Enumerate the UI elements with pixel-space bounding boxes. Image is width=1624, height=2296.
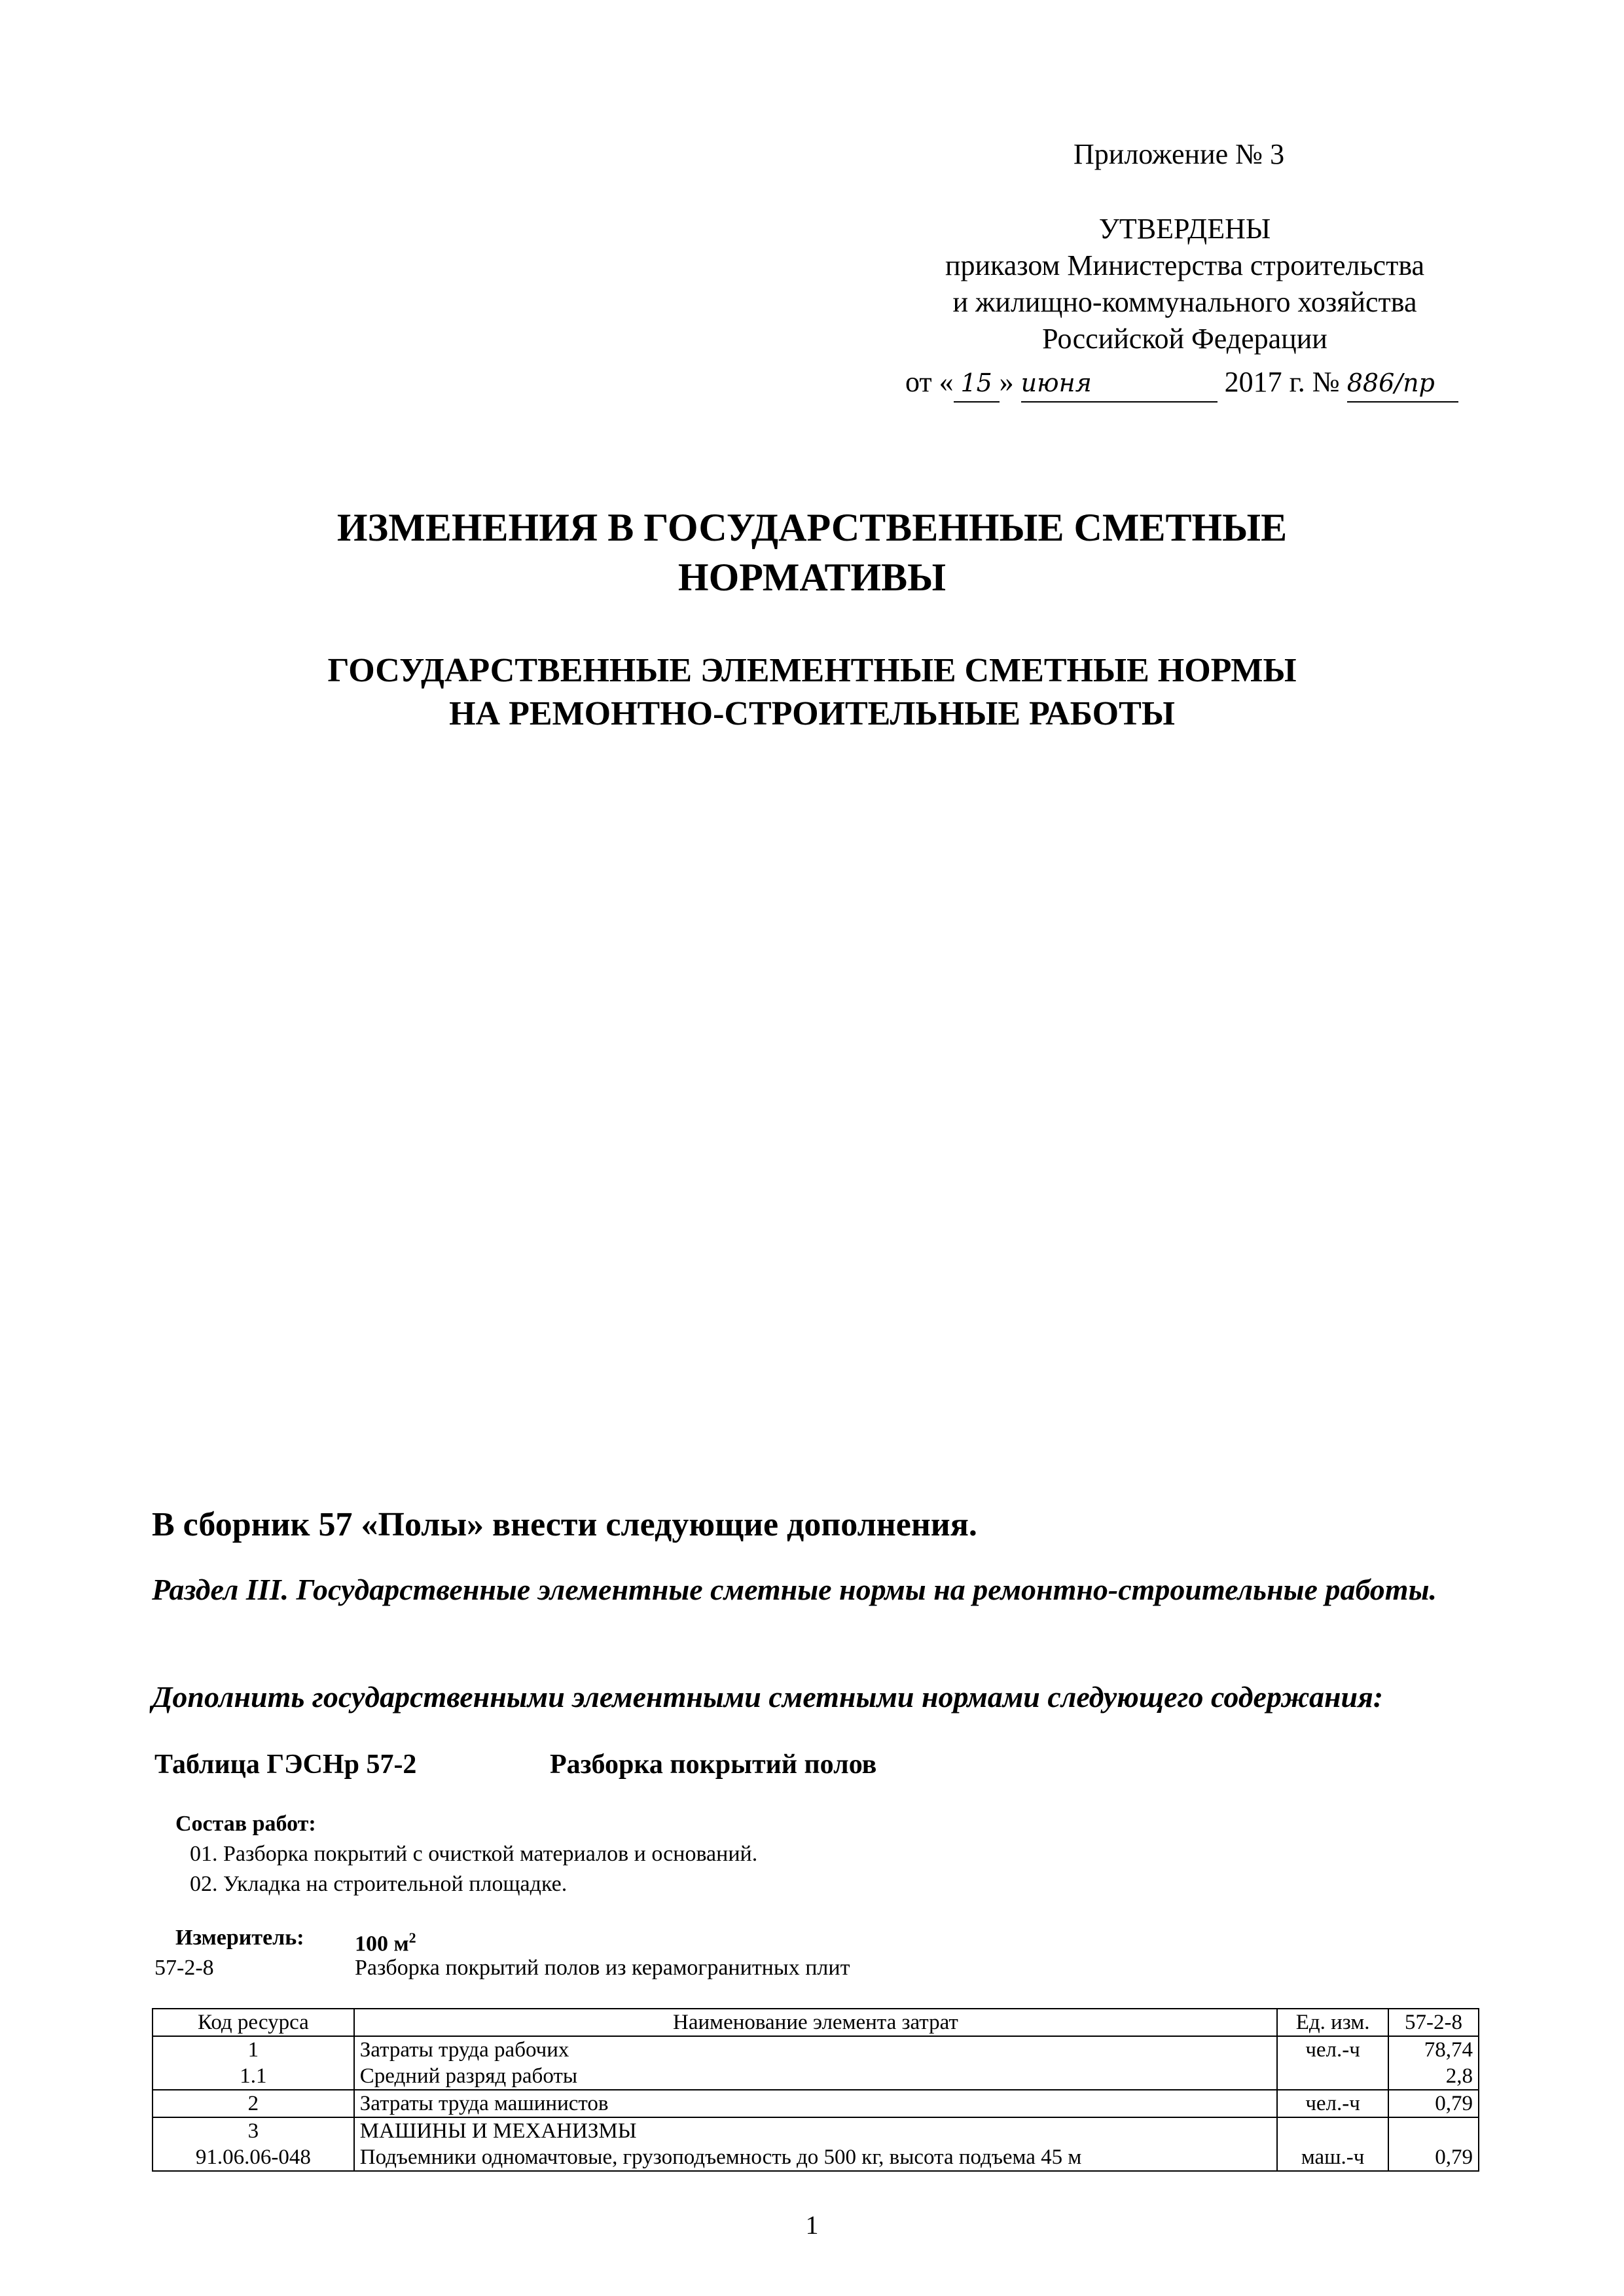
subtitle-line-2: НА РЕМОНТНО-СТРОИТЕЛЬНЫЕ РАБОТЫ xyxy=(449,695,1175,732)
cell-code: 2 xyxy=(153,2090,354,2117)
cell-value: 2,8 xyxy=(1388,2063,1479,2090)
cell-unit: чел.-ч xyxy=(1277,2090,1388,2117)
approval-line-3: Российской Федерации xyxy=(1042,323,1327,355)
table-header-row xyxy=(153,2009,1479,2036)
cell-name: Затраты труда рабочих xyxy=(354,2036,1277,2063)
table-row xyxy=(153,2090,1479,2117)
approval-date xyxy=(905,364,1458,403)
meter-value-text: 100 м xyxy=(355,1931,409,1956)
cell-name: МАШИНЫ И МЕХАНИЗМЫ xyxy=(354,2117,1277,2144)
cell-unit xyxy=(1277,2117,1388,2144)
cell-code: 3 xyxy=(153,2117,354,2144)
header-code: Код ресурса xyxy=(153,2009,354,2036)
cell-name: Средний разряд работы xyxy=(354,2063,1277,2090)
cell-unit: маш.-ч xyxy=(1277,2144,1388,2171)
norm-code: 57-2-8 xyxy=(154,1956,214,1980)
cell-name: Затраты труда машинистов xyxy=(354,2090,1277,2117)
section-heading: Раздел III. Государственные элементные сметные нормы на ремонтно-строительные работы. xyxy=(152,1573,1437,1606)
work-item-1: 01. Разборка покрытий с очисткой материалов и оснований. xyxy=(190,1842,758,1866)
collection-note: В сборник 57 «Полы» внести следующие дополнения. xyxy=(152,1506,977,1543)
cell-value: 78,74 xyxy=(1388,2036,1479,2063)
subtitle-line-1: ГОСУДАРСТВЕННЫЕ ЭЛЕМЕНТНЫЕ СМЕТНЫЕ НОРМЫ xyxy=(327,652,1297,689)
cell-value: 0,79 xyxy=(1388,2090,1479,2117)
norm-name: Разборка покрытий полов из керамогранитных плит xyxy=(355,1956,850,1980)
cell-value xyxy=(1388,2117,1479,2144)
date-month-handwritten: июня xyxy=(1021,365,1218,403)
main-title xyxy=(0,503,1624,602)
work-item-2: 02. Укладка на строительной площадке. xyxy=(190,1872,568,1896)
cell-name: Подъемники одномачтовые, грузоподъемность до 500 кг, высота подъема 45 м xyxy=(354,2144,1277,2171)
main-title-line-1: ИЗМЕНЕНИЯ В ГОСУДАРСТВЕННЫЕ СМЕТНЫЕ xyxy=(336,506,1288,549)
date-prefix: от « xyxy=(905,366,954,398)
approval-block xyxy=(871,211,1499,357)
approved-heading: УТВЕРДЕНЫ xyxy=(1098,213,1271,245)
table-row xyxy=(153,2063,1479,2090)
approval-line-1: приказом Министерства строительства xyxy=(945,249,1425,281)
main-title-line-2: НОРМАТИВЫ xyxy=(677,556,947,599)
appendix-label: Приложение № 3 xyxy=(1074,138,1285,170)
subtitle xyxy=(0,649,1624,736)
resource-table xyxy=(152,2008,1479,2172)
date-day-handwritten: 15 xyxy=(954,365,1000,403)
cell-unit xyxy=(1277,2063,1388,2090)
order-number-handwritten: 886/пр xyxy=(1347,365,1458,403)
cell-code: 91.06.06-048 xyxy=(153,2144,354,2171)
header-name: Наименование элемента затрат xyxy=(354,2009,1277,2036)
works-heading: Состав работ: xyxy=(175,1812,316,1836)
table-row xyxy=(153,2036,1479,2063)
date-mid: » xyxy=(999,366,1014,398)
approval-line-2: и жилищно-коммунального хозяйства xyxy=(952,286,1417,318)
cell-value: 0,79 xyxy=(1388,2144,1479,2171)
header-unit: Ед. изм. xyxy=(1277,2009,1388,2036)
cell-code: 1 xyxy=(153,2036,354,2063)
meter-value-sup: 2 xyxy=(408,1929,416,1946)
cell-unit: чел.-ч xyxy=(1277,2036,1388,2063)
cell-code: 1.1 xyxy=(153,2063,354,2090)
table-title: Разборка покрытий полов xyxy=(550,1749,877,1780)
supplement-note: Дополнить государственными элементными сметными нормами следующего содержания: xyxy=(152,1680,1384,1713)
table-row xyxy=(153,2117,1479,2144)
header-value: 57-2-8 xyxy=(1388,2009,1479,2036)
table-label: Таблица ГЭСНр 57-2 xyxy=(154,1749,417,1780)
page-number: 1 xyxy=(805,2210,819,2240)
table-row xyxy=(153,2144,1479,2171)
meter-label: Измеритель: xyxy=(175,1926,304,1950)
date-year: 2017 г. № xyxy=(1224,366,1340,398)
